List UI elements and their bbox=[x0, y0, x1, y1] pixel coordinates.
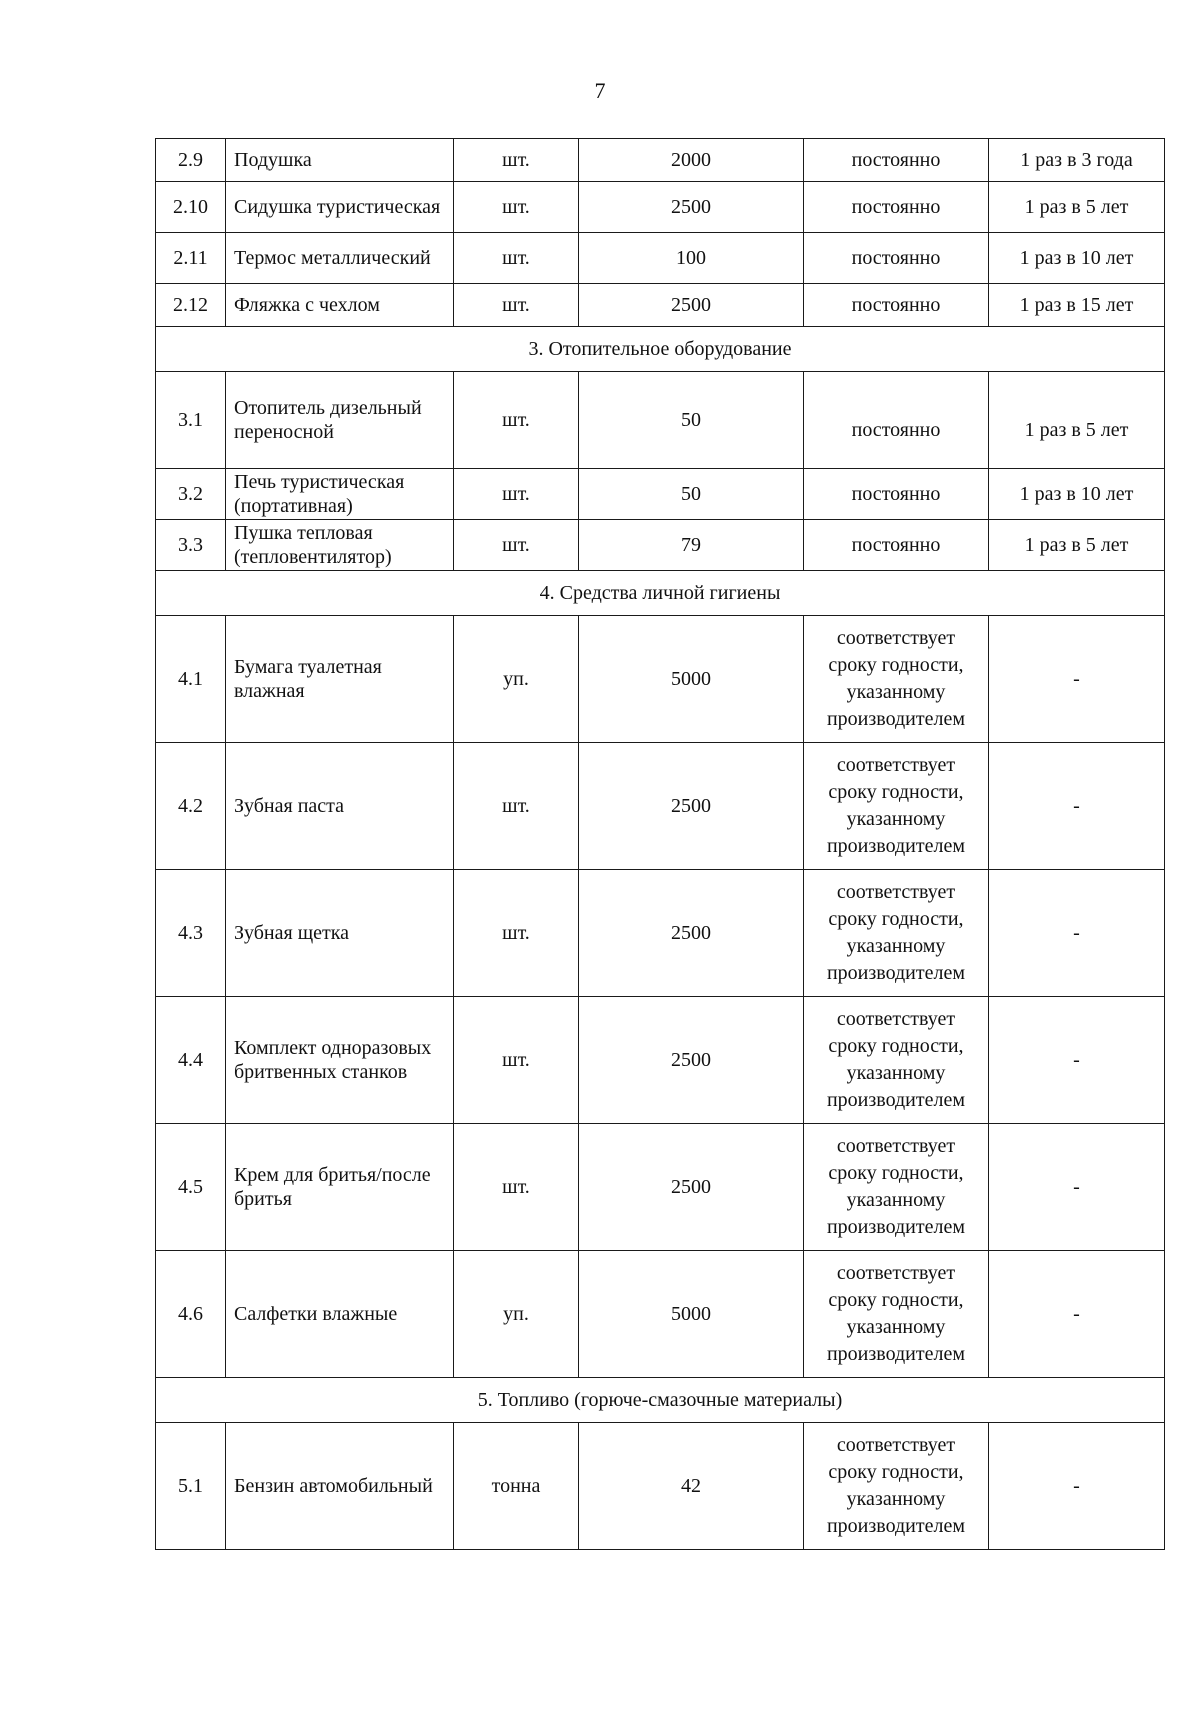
storage-term: постоянно bbox=[804, 284, 989, 327]
storage-term: соответствует сроку годности, указанному производителем bbox=[804, 997, 989, 1124]
row-number: 2.10 bbox=[156, 182, 226, 233]
item-unit: шт. bbox=[454, 284, 579, 327]
item-unit: тонна bbox=[454, 1423, 579, 1550]
item-name: Пушка тепловая (тепловентилятор) bbox=[226, 520, 454, 571]
item-name: Сидушка туристическая bbox=[226, 182, 454, 233]
section-title: 4. Средства личной гигиены bbox=[156, 571, 1165, 616]
item-name: Фляжка с чехлом bbox=[226, 284, 454, 327]
replacement-period: 1 раз в 5 лет bbox=[989, 520, 1165, 571]
storage-term: постоянно bbox=[804, 469, 989, 520]
item-unit: шт. bbox=[454, 182, 579, 233]
row-number: 2.12 bbox=[156, 284, 226, 327]
row-number: 4.3 bbox=[156, 870, 226, 997]
item-unit: шт. bbox=[454, 520, 579, 571]
section-row bbox=[156, 571, 1165, 616]
table-row bbox=[156, 616, 1165, 743]
storage-term: постоянно bbox=[804, 520, 989, 571]
storage-term: постоянно bbox=[804, 139, 989, 182]
replacement-period: 1 раз в 10 лет bbox=[989, 469, 1165, 520]
table-row bbox=[156, 284, 1165, 327]
replacement-period: - bbox=[989, 1124, 1165, 1251]
row-number: 4.4 bbox=[156, 997, 226, 1124]
item-quantity: 2000 bbox=[579, 139, 804, 182]
replacement-period: 1 раз в 10 лет bbox=[989, 233, 1165, 284]
row-number: 4.1 bbox=[156, 616, 226, 743]
item-name: Комплект одноразовых бритвенных станков bbox=[226, 997, 454, 1124]
item-name: Салфетки влажные bbox=[226, 1251, 454, 1378]
item-quantity: 2500 bbox=[579, 182, 804, 233]
row-number: 3.2 bbox=[156, 469, 226, 520]
item-unit: шт. bbox=[454, 233, 579, 284]
replacement-period: 1 раз в 15 лет bbox=[989, 284, 1165, 327]
storage-term: соответствует сроку годности, указанному производителем bbox=[804, 870, 989, 997]
table-row bbox=[156, 372, 1165, 469]
item-unit: шт. bbox=[454, 469, 579, 520]
table-row bbox=[156, 1423, 1165, 1550]
table-row bbox=[156, 182, 1165, 233]
section-row bbox=[156, 1378, 1165, 1423]
section-title: 3. Отопительное оборудование bbox=[156, 327, 1165, 372]
table-row bbox=[156, 1251, 1165, 1378]
replacement-period: 1 раз в 3 года bbox=[989, 139, 1165, 182]
storage-term: соответствует сроку годности, указанному производителем bbox=[804, 1423, 989, 1550]
table-row bbox=[156, 743, 1165, 870]
item-name: Бензин автомобильный bbox=[226, 1423, 454, 1550]
item-name: Зубная щетка bbox=[226, 870, 454, 997]
item-quantity: 2500 bbox=[579, 284, 804, 327]
item-quantity: 5000 bbox=[579, 616, 804, 743]
replacement-period: 1 раз в 5 лет bbox=[989, 182, 1165, 233]
replacement-period: - bbox=[989, 870, 1165, 997]
table-row bbox=[156, 233, 1165, 284]
table-row bbox=[156, 520, 1165, 571]
row-number: 3.3 bbox=[156, 520, 226, 571]
item-unit: шт. bbox=[454, 372, 579, 469]
item-unit: шт. bbox=[454, 997, 579, 1124]
item-unit: шт. bbox=[454, 870, 579, 997]
item-quantity: 50 bbox=[579, 372, 804, 469]
replacement-period: - bbox=[989, 1423, 1165, 1550]
storage-term: соответствует сроку годности, указанному производителем bbox=[804, 1251, 989, 1378]
storage-term: соответствует сроку годности, указанному производителем bbox=[804, 1124, 989, 1251]
row-number: 4.2 bbox=[156, 743, 226, 870]
storage-term: соответствует сроку годности, указанному производителем bbox=[804, 743, 989, 870]
row-number: 2.9 bbox=[156, 139, 226, 182]
table-row bbox=[156, 469, 1165, 520]
row-number: 3.1 bbox=[156, 372, 226, 469]
supply-table bbox=[155, 138, 1165, 1550]
item-quantity: 42 bbox=[579, 1423, 804, 1550]
table-row bbox=[156, 1124, 1165, 1251]
item-unit: шт. bbox=[454, 1124, 579, 1251]
item-name: Бумага туалетная влажная bbox=[226, 616, 454, 743]
item-unit: уп. bbox=[454, 616, 579, 743]
item-quantity: 5000 bbox=[579, 1251, 804, 1378]
item-name: Термос металлический bbox=[226, 233, 454, 284]
item-quantity: 2500 bbox=[579, 743, 804, 870]
storage-term: постоянно bbox=[804, 233, 989, 284]
item-name: Зубная паста bbox=[226, 743, 454, 870]
row-number: 2.11 bbox=[156, 233, 226, 284]
item-name: Подушка bbox=[226, 139, 454, 182]
item-quantity: 2500 bbox=[579, 870, 804, 997]
storage-term: соответствует сроку годности, указанному производителем bbox=[804, 616, 989, 743]
replacement-period: - bbox=[989, 1251, 1165, 1378]
item-quantity: 50 bbox=[579, 469, 804, 520]
storage-term: постоянно bbox=[804, 372, 989, 469]
item-unit: уп. bbox=[454, 1251, 579, 1378]
row-number: 5.1 bbox=[156, 1423, 226, 1550]
item-quantity: 100 bbox=[579, 233, 804, 284]
item-quantity: 2500 bbox=[579, 997, 804, 1124]
item-name: Крем для бритья/после бритья bbox=[226, 1124, 454, 1251]
item-unit: шт. bbox=[454, 743, 579, 870]
row-number: 4.5 bbox=[156, 1124, 226, 1251]
item-name: Печь туристическая (портативная) bbox=[226, 469, 454, 520]
item-quantity: 79 bbox=[579, 520, 804, 571]
table-row bbox=[156, 139, 1165, 182]
item-quantity: 2500 bbox=[579, 1124, 804, 1251]
page-number: 7 bbox=[594, 78, 606, 103]
item-unit: шт. bbox=[454, 139, 579, 182]
storage-term: постоянно bbox=[804, 182, 989, 233]
replacement-period: - bbox=[989, 997, 1165, 1124]
replacement-period: - bbox=[989, 616, 1165, 743]
table-row bbox=[156, 870, 1165, 997]
table-row bbox=[156, 997, 1165, 1124]
replacement-period: - bbox=[989, 743, 1165, 870]
section-title: 5. Топливо (горюче-смазочные материалы) bbox=[156, 1378, 1165, 1423]
section-row bbox=[156, 327, 1165, 372]
item-name: Отопитель дизельный переносной bbox=[226, 372, 454, 469]
row-number: 4.6 bbox=[156, 1251, 226, 1378]
replacement-period: 1 раз в 5 лет bbox=[989, 372, 1165, 469]
